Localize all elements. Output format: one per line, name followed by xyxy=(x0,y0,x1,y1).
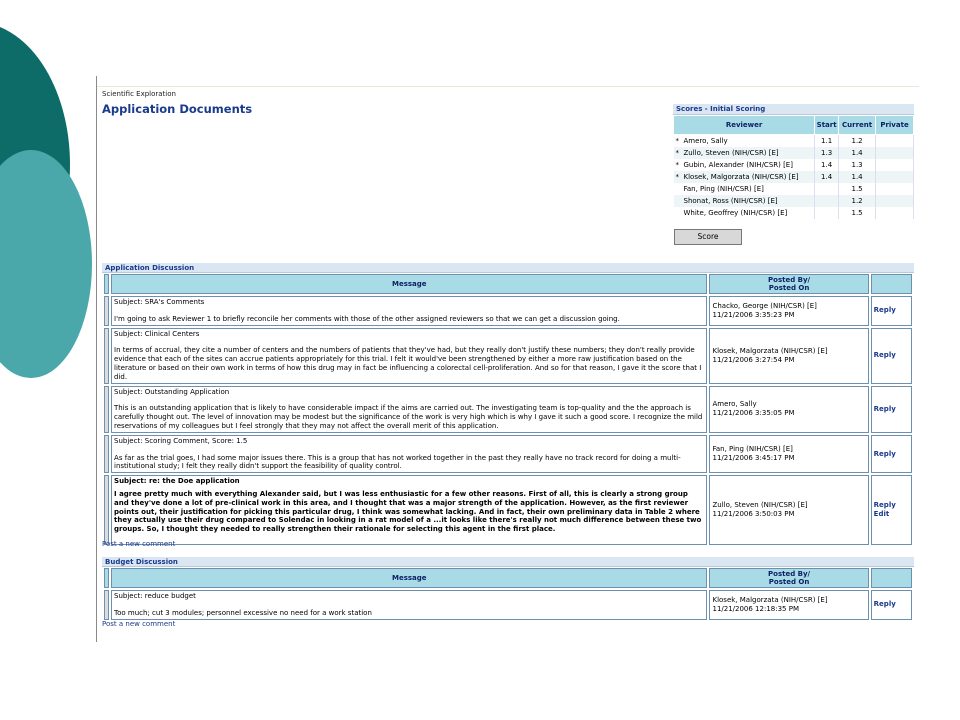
author-name: Klosek, Malgorzata (NIH/CSR) [E] xyxy=(712,596,828,604)
col-header-start[interactable]: Start xyxy=(815,116,839,135)
message-body: This is an outstanding application that is likely to have considerable impact if the aims are carried out. The investigating team is top-quality and the the approach is carefully thought out. The level of innovation may be modest but the significance of the work is very high which is why I gave it such a good score. I recognize the mild reservations of my colleagues but I feel strongly that they may not affect the overall merit of this application. xyxy=(114,404,703,430)
actions-cell xyxy=(871,296,912,326)
col-header-actions xyxy=(871,568,912,588)
start-score: 1.4 xyxy=(815,159,839,171)
reviewer-name: Gubin, Alexander (NIH/CSR) [E] xyxy=(683,161,793,169)
row-grip xyxy=(104,328,109,384)
decorative-circle-light xyxy=(0,150,92,378)
post-new-comment-link-application[interactable]: Post a new comment xyxy=(102,540,176,548)
discussion-row xyxy=(104,590,912,620)
col-header-current[interactable]: Current xyxy=(839,116,876,135)
post-date: 11/21/2006 3:50:03 PM xyxy=(712,510,795,519)
content-divider-horizontal xyxy=(97,86,919,87)
reviewer-name: Fan, Ping (NIH/CSR) [E] xyxy=(683,185,764,193)
private-score xyxy=(876,207,914,219)
discussion-row xyxy=(104,328,912,384)
current-score: 1.4 xyxy=(839,147,876,159)
author-name: Zullo, Steven (NIH/CSR) [E] xyxy=(712,501,808,510)
message-body: I agree pretty much with everything Alexander said, but I was less enthusiastic for a few other reasons. First of all, this is clearly a strong group and they've done a lot of pre-clinical work in this area, and I thought that was a major strength of the application. However, as the first reviewer points out, their justification for picking this particular drug, I think was somewhat lacking. And in fact, their own preliminary data in Table 2 where they actually use their drug compared to Solendac in looking in a rat model of a ...it looks like there's really not much difference between these two groups. So, I thought they needed to really strengthen their rationale for selecting this agent in the first place. xyxy=(114,489,702,534)
current-score: 1.4 xyxy=(839,171,876,183)
posted-on-label: Posted On xyxy=(768,284,810,292)
post-date: 11/21/2006 3:27:54 PM xyxy=(712,355,795,364)
row-grip xyxy=(104,475,109,545)
discussion-row xyxy=(104,386,912,433)
reply-link[interactable]: Reply xyxy=(873,404,896,413)
discussion-row xyxy=(104,435,912,473)
discussion-row xyxy=(104,296,912,326)
message-body: In terms of accrual, they cite a number of centers and the numbers of patients that they've had, but they really don't justify these numbers; they don't really provide evidence that each of the sites can accrue patients appropriately for this trial. I felt it would've been strengthened by either a more raw justification based on the literature or based on their own work in terms of how this drug may in fact be influencing a colorectal cell-proliferation. And so for that reason, I gave it the score that I did. xyxy=(114,346,702,381)
row-grip xyxy=(104,590,109,620)
col-header-posted[interactable] xyxy=(709,568,868,588)
scores-panel xyxy=(673,104,914,219)
scores-row xyxy=(674,171,914,183)
posted-cell xyxy=(709,475,868,545)
application-discussion-header: Application Discussion xyxy=(102,263,914,273)
posted-cell xyxy=(709,386,868,433)
reply-link[interactable]: Reply xyxy=(873,449,896,458)
message-subject: Subject: Clinical Centers xyxy=(114,329,200,338)
budget-discussion-table xyxy=(102,566,914,622)
reply-link[interactable]: Reply xyxy=(873,306,896,315)
message-body: I'm going to ask Reviewer 1 to briefly reconcile her comments with those of the other assigned reviewers so that we can get a discussion going. xyxy=(114,314,620,323)
current-score: 1.5 xyxy=(839,183,876,195)
current-score: 1.2 xyxy=(839,135,876,148)
reviewer-cell xyxy=(674,147,815,159)
reviewer-name: Klosek, Malgorzata (NIH/CSR) [E] xyxy=(683,173,799,181)
reply-link[interactable]: Reply xyxy=(873,600,896,609)
message-cell xyxy=(111,435,707,473)
reviewer-name: Amero, Sally xyxy=(683,137,728,145)
author-name: Chacko, George (NIH/CSR) [E] xyxy=(712,302,817,310)
message-subject: Subject: Outstanding Application xyxy=(114,387,230,396)
private-score xyxy=(876,171,914,183)
page-title: Application Documents xyxy=(102,102,253,116)
reviewer-cell xyxy=(674,207,815,219)
actions-cell xyxy=(871,386,912,433)
reply-link[interactable]: Reply xyxy=(873,351,896,360)
submitted-mark: * xyxy=(675,161,679,169)
posted-by-label: Posted By/ xyxy=(768,276,811,284)
message-cell xyxy=(111,475,707,545)
scores-row xyxy=(674,207,914,219)
scores-row xyxy=(674,159,914,171)
message-cell xyxy=(111,296,707,326)
start-score xyxy=(815,183,839,195)
actions-cell xyxy=(871,475,912,545)
message-subject: Subject: SRA's Comments xyxy=(114,298,205,306)
submitted-mark: * xyxy=(675,137,679,145)
message-cell xyxy=(111,386,707,433)
posted-on-label: Posted On xyxy=(768,578,810,586)
submitted-mark: * xyxy=(675,173,679,181)
col-header-actions xyxy=(871,274,912,294)
current-score: 1.3 xyxy=(839,159,876,171)
post-date: 11/21/2006 3:35:05 PM xyxy=(712,409,795,418)
application-discussion-table xyxy=(102,272,914,547)
scores-row xyxy=(674,195,914,207)
message-subject: Subject: reduce budget xyxy=(114,592,196,600)
author-name: Amero, Sally xyxy=(712,400,757,409)
message-subject: Subject: Scoring Comment, Score: 1.5 xyxy=(114,436,248,445)
reviewer-name: Zullo, Steven (NIH/CSR) [E] xyxy=(683,149,779,157)
message-cell xyxy=(111,328,707,384)
posted-cell xyxy=(709,590,868,620)
actions-cell xyxy=(871,590,912,620)
grip-header xyxy=(104,274,109,294)
discussion-row xyxy=(104,475,912,545)
scores-row xyxy=(674,147,914,159)
reviewer-cell xyxy=(674,171,815,183)
author-name: Fan, Ping (NIH/CSR) [E] xyxy=(712,445,793,454)
current-score: 1.2 xyxy=(839,195,876,207)
col-header-message[interactable]: Message xyxy=(111,274,707,294)
reviewer-cell xyxy=(674,159,815,171)
score-button[interactable]: Score xyxy=(674,229,742,245)
reply-link[interactable]: Reply xyxy=(873,501,896,510)
scores-row xyxy=(674,183,914,195)
message-subject: Subject: re: the Doe application xyxy=(114,477,240,486)
current-score: 1.5 xyxy=(839,207,876,219)
reviewer-cell xyxy=(674,195,815,207)
start-score xyxy=(815,207,839,219)
submitted-mark: * xyxy=(675,149,679,157)
posted-by-label: Posted By/ xyxy=(768,570,811,578)
post-new-comment-link-budget[interactable]: Post a new comment xyxy=(102,620,176,628)
private-score xyxy=(876,147,914,159)
budget-discussion-header: Budget Discussion xyxy=(102,557,914,567)
message-body: Too much; cut 3 modules; personnel excessive no need for a work station xyxy=(114,608,372,617)
col-header-private[interactable]: Private xyxy=(876,116,914,135)
reviewer-name: Shonat, Ross (NIH/CSR) [E] xyxy=(683,197,778,205)
post-date: 11/21/2006 3:45:17 PM xyxy=(712,453,795,462)
posted-cell xyxy=(709,435,868,473)
actions-cell xyxy=(871,328,912,384)
reviewer-cell xyxy=(674,183,815,195)
breadcrumb[interactable]: Scientific Exploration xyxy=(102,90,176,98)
private-score xyxy=(876,195,914,207)
row-grip xyxy=(104,386,109,433)
private-score xyxy=(876,159,914,171)
scores-row xyxy=(674,135,914,148)
grip-header xyxy=(104,568,109,588)
col-header-posted[interactable] xyxy=(709,274,868,294)
content-divider-vertical xyxy=(96,76,97,642)
post-date: 11/21/2006 3:35:23 PM xyxy=(712,310,795,319)
col-header-message[interactable]: Message xyxy=(111,568,707,588)
row-grip xyxy=(104,435,109,473)
scores-table xyxy=(673,115,914,219)
scores-panel-title: Scores - Initial Scoring xyxy=(673,104,914,115)
start-score: 1.3 xyxy=(815,147,839,159)
reviewer-name: White, Geoffrey (NIH/CSR) [E] xyxy=(683,209,788,217)
private-score xyxy=(876,135,914,148)
actions-cell xyxy=(871,435,912,473)
author-name: Klosek, Malgorzata (NIH/CSR) [E] xyxy=(712,346,828,355)
posted-cell xyxy=(709,296,868,326)
posted-cell xyxy=(709,328,868,384)
post-date: 11/21/2006 12:18:35 PM xyxy=(712,604,799,613)
start-score: 1.4 xyxy=(815,171,839,183)
private-score xyxy=(876,183,914,195)
row-grip xyxy=(104,296,109,326)
reviewer-cell xyxy=(674,135,815,148)
start-score: 1.1 xyxy=(815,135,839,148)
col-header-reviewer[interactable]: Reviewer xyxy=(674,116,815,135)
start-score xyxy=(815,195,839,207)
message-cell xyxy=(111,590,707,620)
edit-link[interactable]: Edit xyxy=(873,510,890,519)
message-body: As far as the trial goes, I had some major issues there. This is a group that has not worked together in the past they really have no track record for doing a multi-institutional study; I felt they really didn't support the feasibility of quality control. xyxy=(114,453,681,471)
